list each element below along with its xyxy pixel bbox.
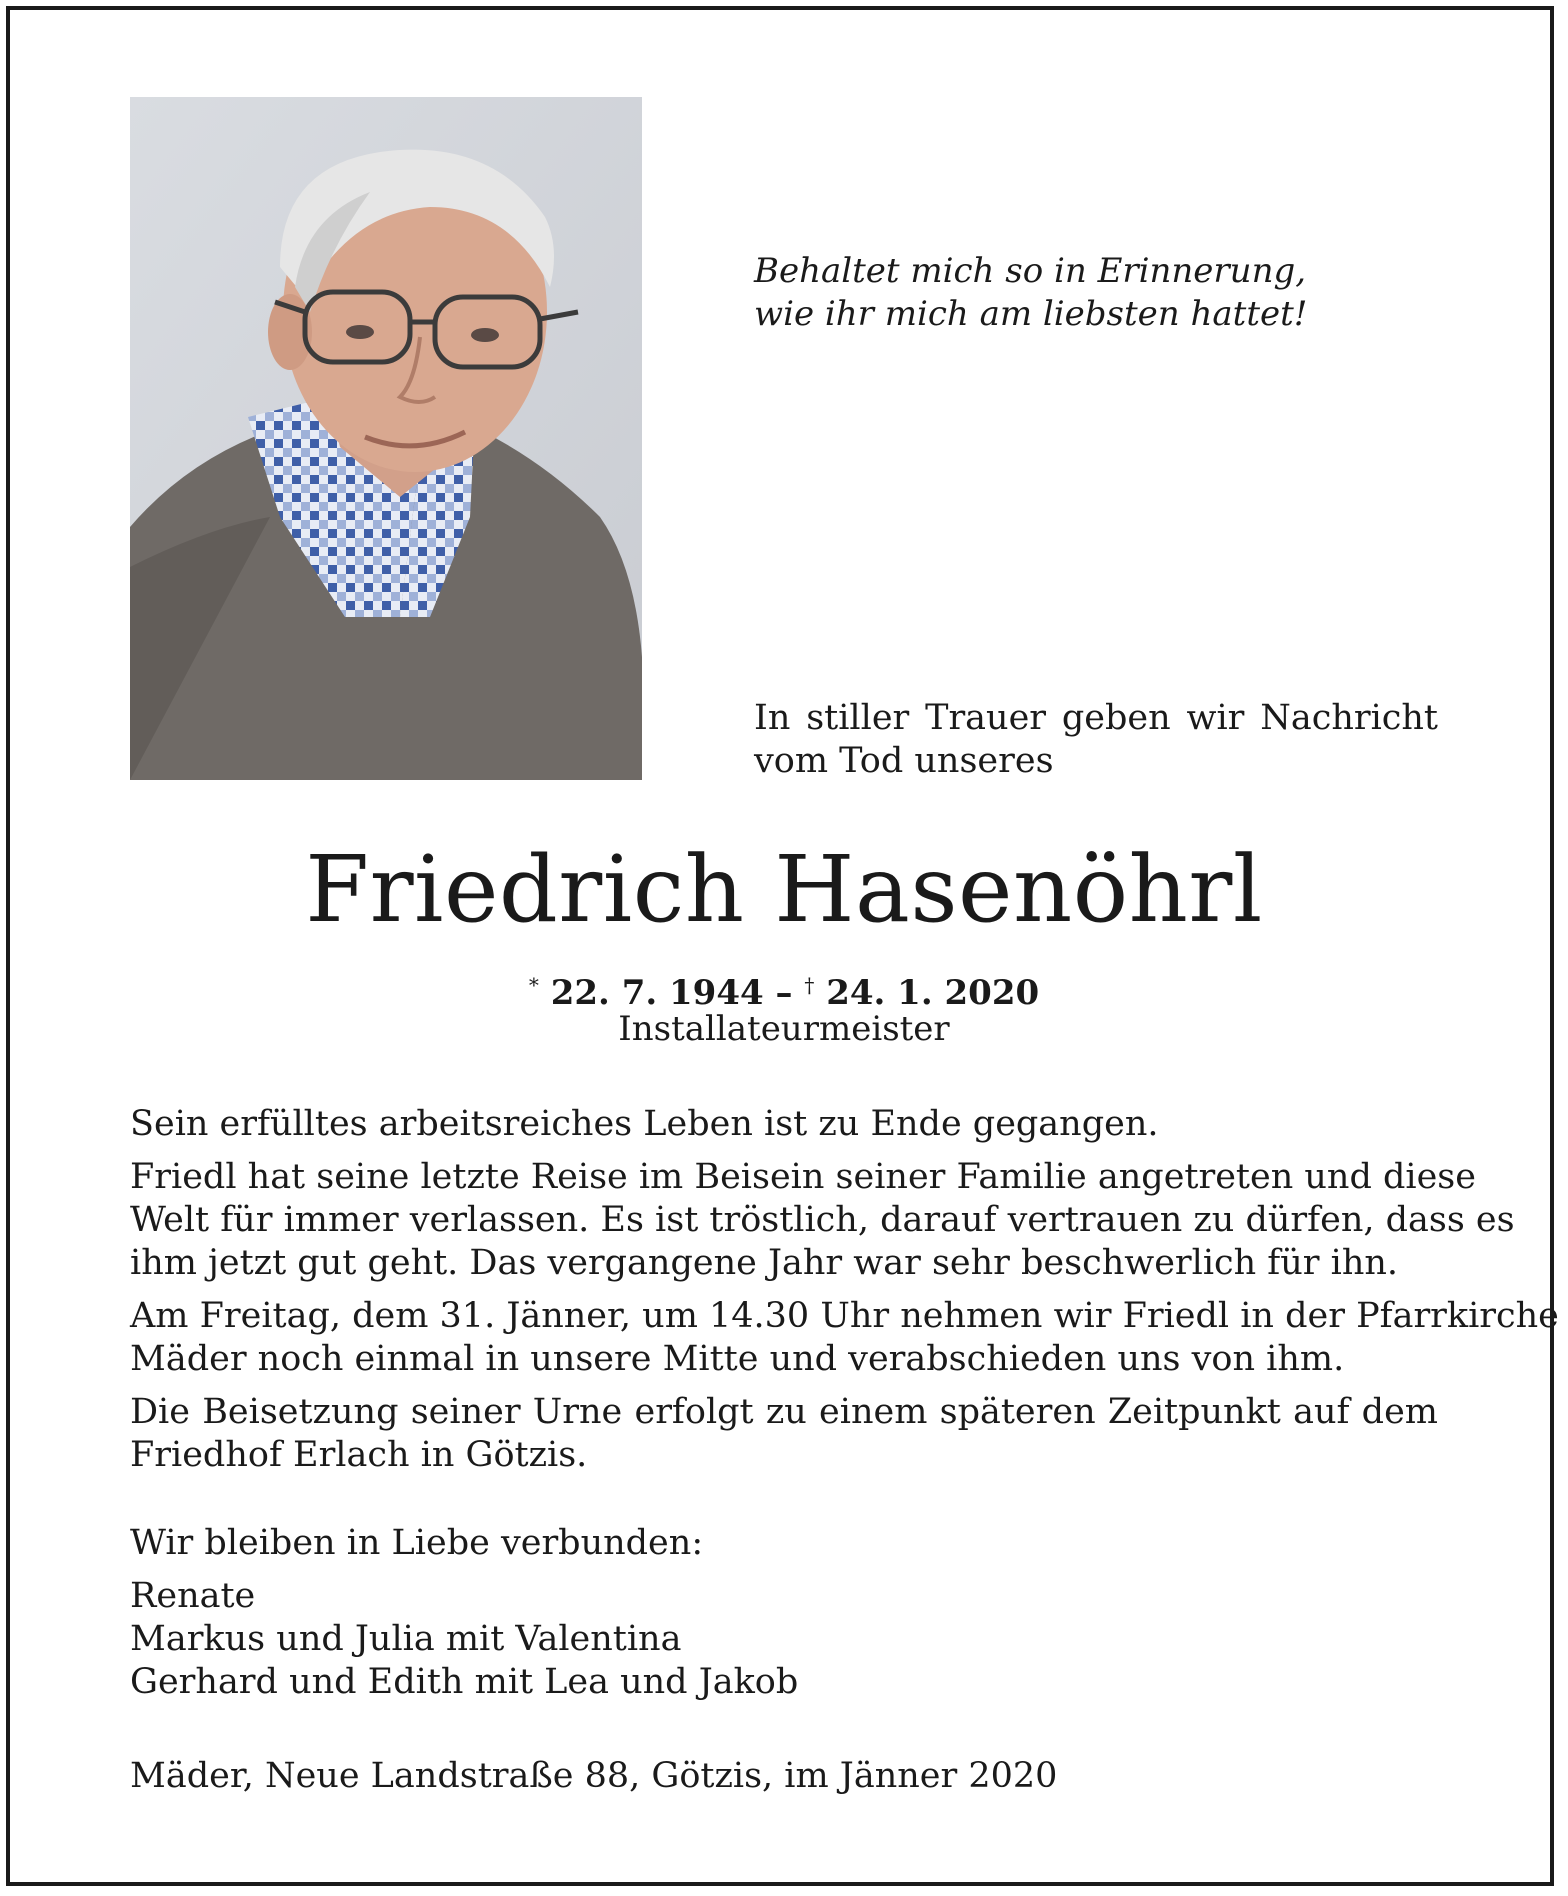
death-date: 24. 1. 2020 <box>826 973 1040 1013</box>
signer: Gerhard und Edith mit Lea und Jakob <box>130 1662 799 1702</box>
paragraph <box>130 1295 1559 1381</box>
signer: Markus und Julia mit Valentina <box>130 1619 682 1659</box>
text-line: ihm jetzt gut geht. Das vergangene Jahr war sehr beschwerlich für ihn. <box>130 1243 1399 1283</box>
closing-line: Wir bleiben in Liebe verbunden: <box>130 1523 704 1563</box>
text-line: Die Beisetzung seiner Urne erfolgt zu einem späteren Zeitpunkt auf dem <box>130 1392 1438 1432</box>
birth-symbol: * <box>528 973 539 997</box>
text-line: Welt für immer verlassen. Es ist tröstlich, darauf vertrauen zu dürfen, dass es <box>130 1200 1515 1240</box>
text-line: Sein erfülltes arbeitsreiches Leben ist zu Ende gegangen. <box>130 1104 1159 1144</box>
intro-text <box>754 697 1438 783</box>
paragraph <box>130 1103 1438 1146</box>
signers-list <box>130 1575 798 1704</box>
portrait-photo-icon <box>130 97 642 780</box>
profession: Installateurmeister <box>618 1009 950 1049</box>
text-line: Mäder noch einmal in unsere Mitte und verabschieden uns von ihm. <box>130 1339 1345 1379</box>
text-line: Friedhof Erlach in Götzis. <box>130 1435 588 1475</box>
life-dates <box>0 965 1568 1013</box>
intro-line: vom Tod unseres <box>754 741 1054 781</box>
portrait-photo <box>130 97 642 780</box>
text-line: Am Freitag, dem 31. Jänner, um 14.30 Uhr nehmen wir Friedl in der Pfarrkirche <box>130 1296 1559 1336</box>
date-separator: – <box>775 973 793 1013</box>
place-and-date: Mäder, Neue Landstraße 88, Götzis, im Jänner 2020 <box>130 1756 1058 1796</box>
memorial-quote <box>754 250 1394 336</box>
quote-line: wie ihr mich am liebsten hattet! <box>754 294 1308 334</box>
paragraph <box>130 1391 1438 1477</box>
birth-date: 22. 7. 1944 <box>550 973 764 1013</box>
paragraph <box>130 1156 1515 1285</box>
text-line: Friedl hat seine letzte Reise im Beisein seiner Familie angetreten und diese <box>130 1157 1476 1197</box>
deceased-name: Friedrich Hasenöhrl <box>305 836 1263 943</box>
death-symbol: † <box>804 973 815 997</box>
intro-line: In stiller Trauer geben wir Nachricht <box>754 698 1438 738</box>
quote-line: Behaltet mich so in Erinnerung, <box>754 251 1307 291</box>
obituary-text <box>130 1103 1559 1487</box>
signer: Renate <box>130 1576 256 1616</box>
